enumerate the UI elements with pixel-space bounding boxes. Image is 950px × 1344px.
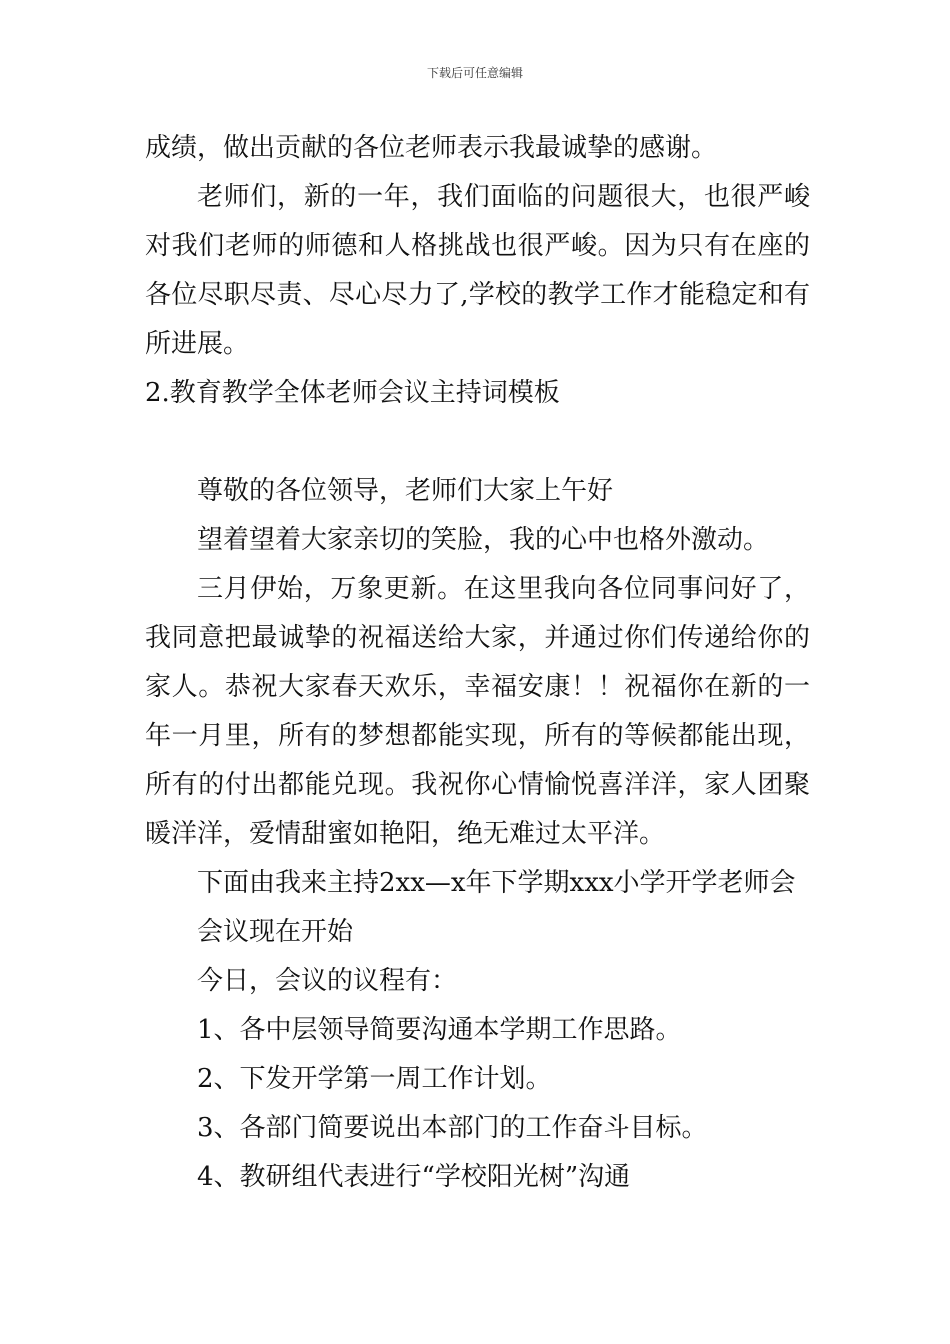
greeting-line: 尊敬的各位领导，老师们大家上午好 (197, 476, 614, 506)
blank-line (145, 418, 810, 467)
agenda-item: 2、下发开学第一周工作计划。 (197, 1064, 552, 1094)
agenda-item: 4、教研组代表进行“学校阳光树”沟通 (197, 1162, 631, 1192)
paragraph-challenges: 老师们，新的一年，我们面临的问题很大，也很严峻对我们老师的师德和人格挑战也很严峻。因为只有在座的各位尽职尽责、尽心尽力了,学校的教学工作才能稳定和有所进展。 (145, 182, 810, 359)
agenda-item: 1、各中层领导简要沟通本学期工作思路。 (197, 1015, 682, 1045)
section-heading: 2.教育教学全体老师会议主持词模板 (145, 378, 560, 408)
agenda-item: 3、各部门简要说出本部门的工作奋斗目标。 (197, 1113, 708, 1143)
paragraph-meeting-start: 会议现在开始 (197, 917, 354, 947)
paragraph-host-intro: 下面由我来主持2xx—x年下学期xxx小学开学老师会 (197, 868, 796, 898)
paragraph-agenda-intro: 今日，会议的议程有： (197, 966, 458, 996)
page-header: 下载后可任意编辑 (426, 66, 523, 80)
paragraph-blessings: 三月伊始，万象更新。在这里我向各位同事问好了，我同意把最诚挚的祝福送给大家，并通过你们传递给你的家人。恭祝大家春天欢乐，幸福安康！！祝福你在新的一年一月里，所有的梦想都能实现，所有的等候都能出现，所有的付出都能兑现。我祝你心情愉悦喜洋洋，家人团聚暖洋洋，爱情甜蜜如艳阳，绝无难过太平洋。 (145, 574, 810, 849)
document-body (145, 124, 810, 1202)
paragraph-continuation: 成绩，做出贡献的各位老师表示我最诚挚的感谢。 (145, 133, 718, 163)
paragraph-smiles: 望着望着大家亲切的笑脸，我的心中也格外激动。 (197, 525, 770, 555)
